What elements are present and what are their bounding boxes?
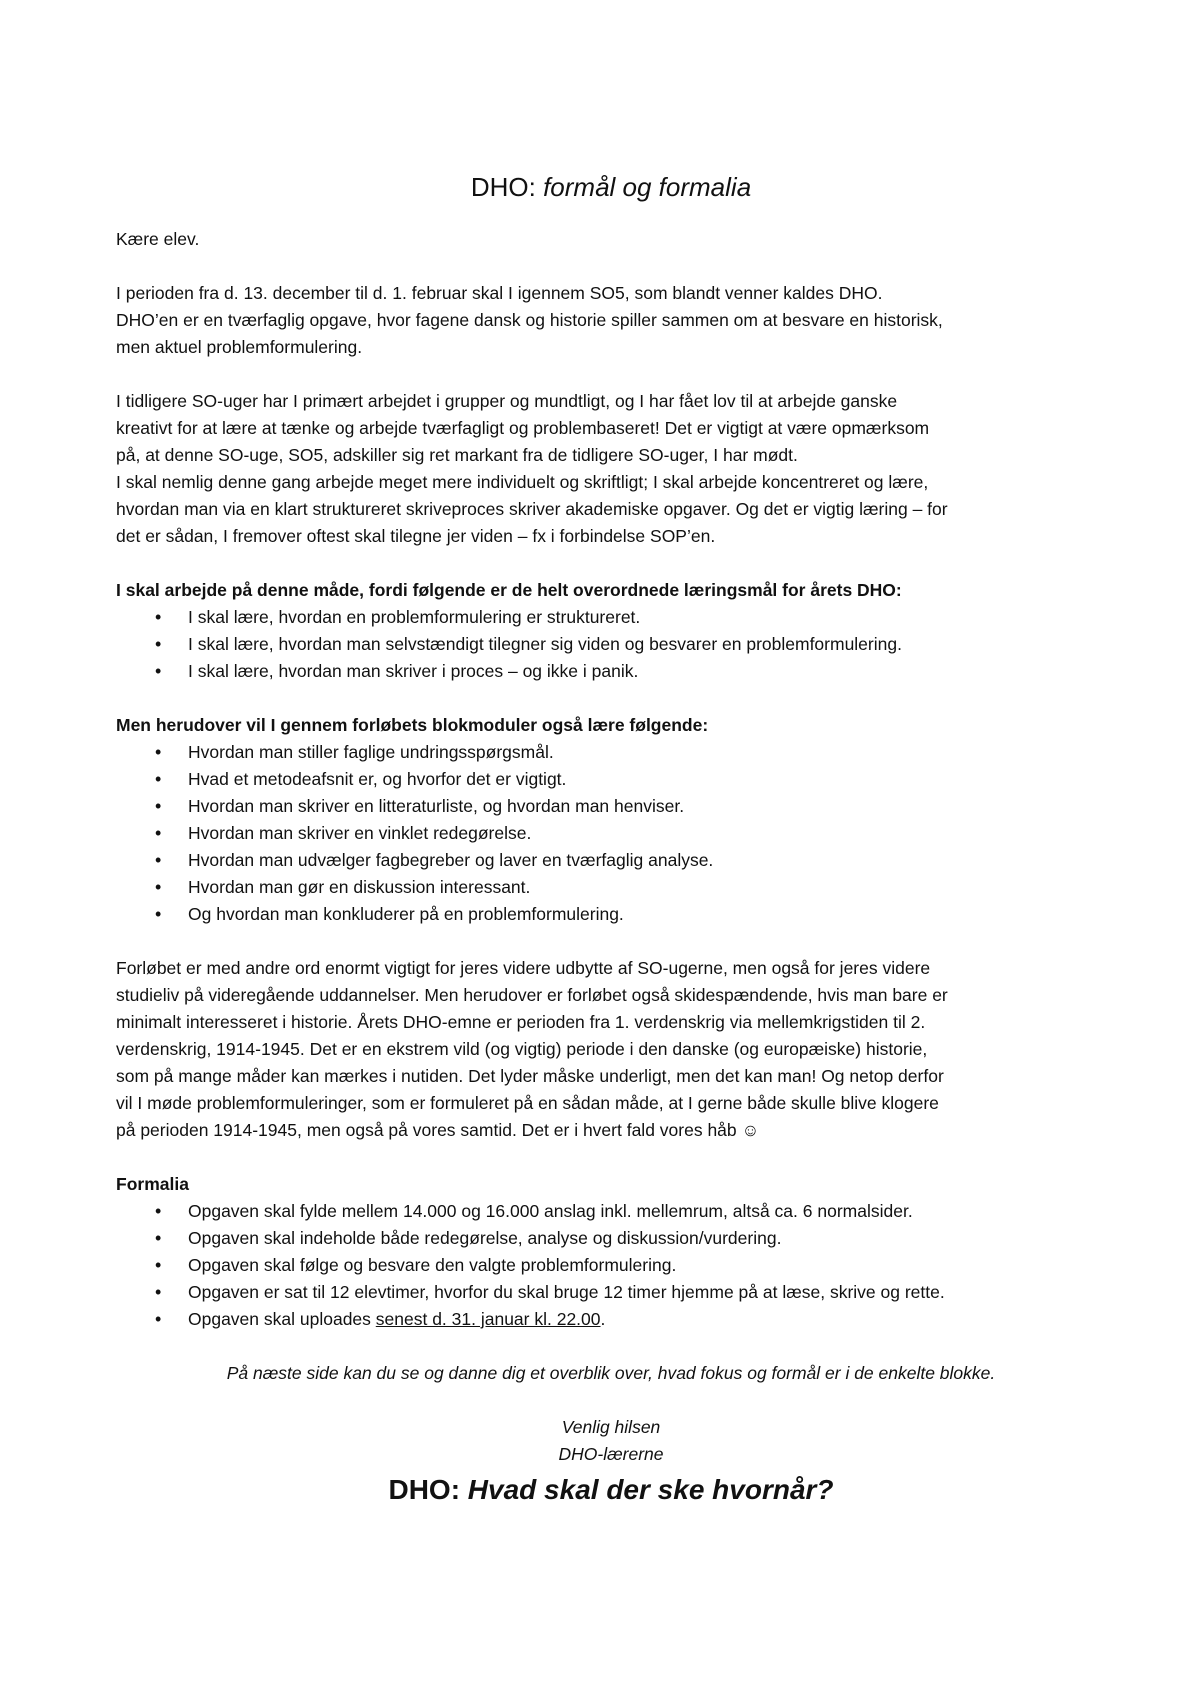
title-italic: formål og formalia: [543, 172, 752, 202]
paragraph-line: Forløbet er med andre ord enormt vigtigt for jeres videre udbytte af SO-ugerne, men også for jeres videre: [116, 958, 931, 978]
list-item: • Hvordan man skriver en vinklet redegørelse.: [116, 820, 1106, 847]
formalia-heading: Formalia: [116, 1174, 189, 1194]
intro-paragraph: [116, 280, 1106, 361]
intro-line: men aktuel problemformulering.: [116, 337, 363, 357]
document-title: DHO: formål og formalia: [470, 172, 752, 202]
paragraph-line: vil I møde problemformuleringer, som er formuleret på en sådan måde, at I gerne både skulle blive klogere: [116, 1093, 939, 1113]
list-item: • Opgaven er sat til 12 elevtimer, hvorfor du skal bruge 12 timer hjemme på at læse, skrive og rette.: [116, 1279, 1106, 1306]
formalia-section: [116, 1171, 1106, 1333]
so-uge-paragraph: [116, 388, 1106, 550]
list-item: • Og hvordan man konkluderer på en problemformulering.: [116, 901, 1106, 928]
paragraph-line: hvordan man via en klart struktureret skriveproces skriver akademiske opgaver. Og det er vigtig læring – for: [116, 499, 948, 519]
paragraph-line: kreativt for at lære at tænke og arbejde tværfagligt og problembaseret! Det er vigtigt at være opmærksom: [116, 418, 930, 438]
intro-line: I perioden fra d. 13. december til d. 1. februar skal I igennem SO5, som blandt venner kaldes DHO.: [116, 283, 883, 303]
list-item: • Hvordan man gør en diskussion interessant.: [116, 874, 1106, 901]
list-item: • Hvordan man udvælger fagbegreber og laver en tværfaglig analyse.: [116, 847, 1106, 874]
paragraph-line: minimalt interesseret i historie. Årets DHO-emne er perioden fra 1. verdenskrig via mellemkrigstiden til 2.: [116, 1012, 926, 1032]
list-item: • Hvordan man skriver en litteraturliste, og hvordan man henviser.: [116, 793, 1106, 820]
deadline-underlined: senest d. 31. januar kl. 22.00: [375, 1309, 601, 1329]
paragraph-line: som på mange måder kan mærkes i nutiden. Det lyder måske underligt, men det kan man! Og netop derfor: [116, 1066, 944, 1086]
signoff: [116, 1414, 1106, 1468]
paragraph-line: I skal nemlig denne gang arbejde meget mere individuelt og skriftligt; I skal arbejde koncentreret og lære,: [116, 472, 929, 492]
paragraph-line: studieliv på videregående uddannelser. Men herudover er forløbet også skidespændende, hvis man bare er: [116, 985, 948, 1005]
paragraph-line: I tidligere SO-uger har I primært arbejdet i grupper og mundtligt, og I har fået lov til at arbejde ganske: [116, 391, 898, 411]
more-heading: Men herudover vil I gennem forløbets blokmoduler også lære følgende:: [116, 715, 709, 735]
list-item: • I skal lære, hvordan en problemformulering er struktureret.: [116, 604, 1106, 631]
paragraph-line: verdenskrig, 1914-1945. Det er en ekstrem vild (og vigtig) periode i den danske (og europæiske) historie,: [116, 1039, 928, 1059]
list-item: • I skal lære, hvordan man selvstændigt tilegner sig viden og besvarer en problemformulering.: [116, 631, 1106, 658]
paragraph-line: på, at denne SO-uge, SO5, adskiller sig ret markant fra de tidligere SO-uger, I har mødt.: [116, 445, 798, 465]
list-item: • I skal lære, hvordan man skriver i proces – og ikke i panik.: [116, 658, 1106, 685]
paragraph-line: på perioden 1914-1945, men også på vores samtid. Det er i hvert fald vores håb ☺: [116, 1120, 760, 1140]
second-title-italic: Hvad skal der ske hvornår?: [467, 1474, 834, 1505]
signoff-line: DHO-lærerne: [558, 1444, 664, 1464]
second-title: DHO: Hvad skal der ske hvornår?: [388, 1474, 834, 1505]
list-item: • Opgaven skal følge og besvare den valgte problemformulering.: [116, 1252, 1106, 1279]
list-item: • Opgaven skal indeholde både redegørelse, analyse og diskussion/vurdering.: [116, 1225, 1106, 1252]
goals-heading: I skal arbejde på denne måde, fordi følgende er de helt overordnede læringsmål for årets DHO:: [116, 580, 902, 600]
intro-line: DHO’en er en tværfaglig opgave, hvor fagene dansk og historie spiller sammen om at besvare en historisk,: [116, 310, 943, 330]
more-section: [116, 712, 1106, 928]
document-page: [116, 170, 1106, 1508]
greeting: Kære elev.: [116, 229, 200, 249]
formalia-list: [116, 1198, 1106, 1333]
more-list: [116, 739, 1106, 928]
list-item-deadline: • Opgaven skal uploades senest d. 31. januar kl. 22.00.: [116, 1306, 1106, 1333]
goals-list: [116, 604, 1106, 685]
forloebet-paragraph: [116, 955, 1106, 1144]
goals-section: [116, 577, 1106, 685]
list-item: • Hvordan man stiller faglige undringsspørgsmål.: [116, 739, 1106, 766]
paragraph-line: det er sådan, I fremover oftest skal tilegne jer viden – fx i forbindelse SOP’en.: [116, 526, 716, 546]
next-page-note: På næste side kan du se og danne dig et overblik over, hvad fokus og formål er i de enkelte blokke.: [226, 1363, 996, 1383]
list-item: • Opgaven skal fylde mellem 14.000 og 16.000 anslag inkl. mellemrum, altså ca. 6 normalsider.: [116, 1198, 1106, 1225]
list-item: • Hvad et metodeafsnit er, og hvorfor det er vigtigt.: [116, 766, 1106, 793]
signoff-line: Venlig hilsen: [561, 1417, 661, 1437]
